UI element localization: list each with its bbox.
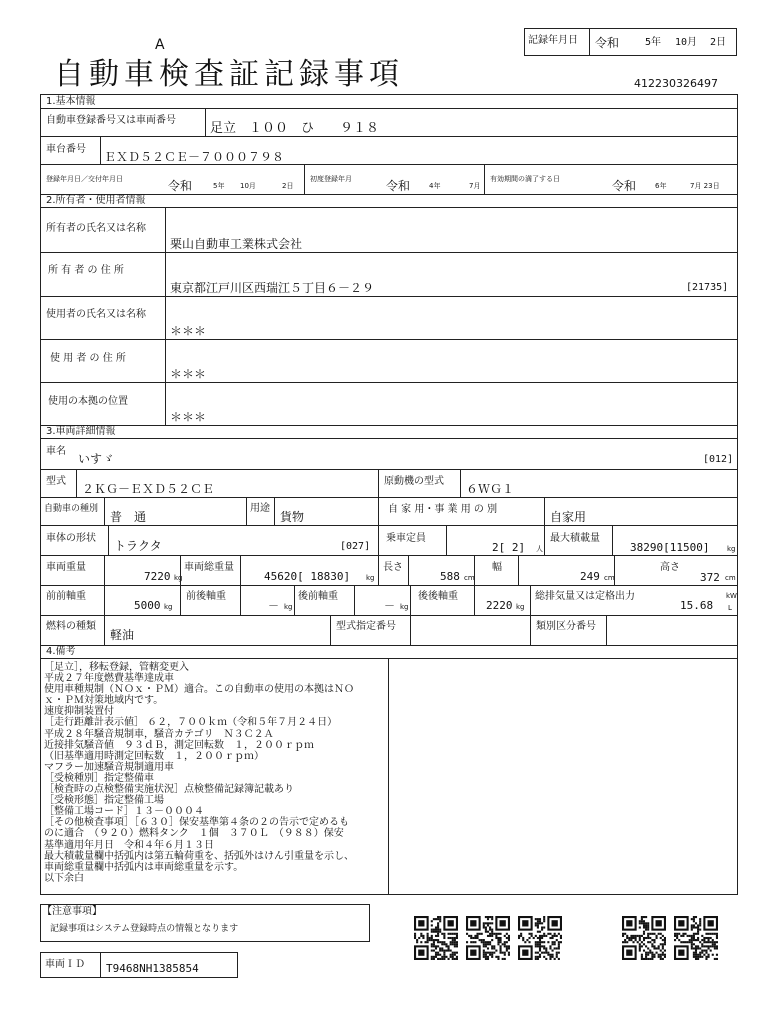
section-3-title: 3.車両詳細情報 <box>46 426 116 437</box>
qr-code-1 <box>414 916 458 960</box>
shape-code: [027] <box>340 541 371 552</box>
category-label: 類別区分番号 <box>536 621 596 632</box>
regdate-year: 5年 <box>213 182 225 190</box>
car-name-label: 車名 <box>46 446 66 457</box>
capacity-label: 乗車定員 <box>386 533 426 544</box>
regdate-day: 2日 <box>282 182 294 190</box>
user-name-label: 使用者の氏名又は名称 <box>46 309 146 320</box>
section-4-title: 4.備考 <box>46 646 76 657</box>
type-designation-label: 型式指定番号 <box>336 621 396 632</box>
biz-label: 自 家 用・事 業 用 の 別 <box>388 504 498 515</box>
expiry-era: 令和 <box>612 179 637 193</box>
regdate-month: 10月 <box>240 182 256 190</box>
expiry-label: 有効期間の満了する日 <box>490 175 560 183</box>
section-2-title: 2.所有者・使用者情報 <box>46 195 146 206</box>
reg-number-value: 足立 １００ ひ ９１８ <box>210 121 380 136</box>
record-date-year: 5年 <box>645 37 662 48</box>
weight-value: 7220 <box>144 570 171 583</box>
model-value: ２ＫＧ－ＥＸＤ５２ＣＥ <box>82 482 215 496</box>
engine-value: ６ＷＧ１ <box>466 482 515 496</box>
base-value: ＊＊＊ <box>170 410 207 424</box>
vehicle-id-value: T9468NH1385854 <box>106 962 199 975</box>
chassis-value: ＥＸＤ５２ＣＥ－７０００７９８ <box>104 150 285 164</box>
rr-axle-value: 2220 <box>486 599 513 612</box>
chassis-label: 車台番号 <box>46 144 86 155</box>
ff-axle-value: 5000 <box>134 599 161 612</box>
displacement-unit-top: kW <box>726 592 737 600</box>
maxload-value: 38290[11500] <box>630 541 710 554</box>
length-unit: cm <box>464 574 475 582</box>
engine-label: 原動機の型式 <box>384 476 444 487</box>
gross-label: 車両総重量 <box>184 562 234 573</box>
expiry-monthday: 7月 23日 <box>690 182 720 190</box>
qr-code-5 <box>674 916 718 960</box>
length-value: 588 <box>440 570 460 583</box>
owner-address-value: 東京都江戸川区西瑞江５丁目６－２９ <box>170 281 375 295</box>
width-label: 幅 <box>492 562 502 573</box>
record-date-label: 記録年月日 <box>528 35 578 46</box>
maxload-unit: kg <box>727 545 736 553</box>
capacity-value: 2[ 2] <box>492 541 526 554</box>
qr-code-4 <box>622 916 666 960</box>
regdate-era: 令和 <box>168 179 193 193</box>
vehicle-id-label: 車両ＩＤ <box>45 959 85 970</box>
record-date-day: 2日 <box>710 37 727 48</box>
reg-number-label: 自動車登録番号又は車両番号 <box>46 115 176 126</box>
weight-label: 車両重量 <box>46 562 86 573</box>
width-value: 249 <box>580 570 600 583</box>
fuel-label: 燃料の種類 <box>46 621 96 632</box>
shape-value: トラクタ <box>114 539 162 553</box>
firstreg-year: 4年 <box>429 182 441 190</box>
owner-address-label: 所 有 者 の 住 所 <box>48 265 124 276</box>
fuel-value: 軽油 <box>110 628 135 642</box>
firstreg-label: 初度登録年月 <box>310 175 352 183</box>
displacement-value: 15.68 <box>680 599 714 612</box>
car-name-value: いすゞ <box>78 452 115 466</box>
rf-axle-label: 後前軸重 <box>298 591 338 602</box>
fr-axle-label: 前後軸重 <box>186 591 226 602</box>
biz-value: 自家用 <box>550 510 587 524</box>
owner-address-code: [21735] <box>686 282 729 293</box>
kind-label: 自動車の種別 <box>44 504 99 514</box>
use-value: 貨物 <box>280 510 305 524</box>
expiry-year: 6年 <box>655 182 667 190</box>
gross-unit: kg <box>366 574 375 582</box>
notes-title: 【注意事項】 <box>42 906 102 917</box>
model-label: 型式 <box>46 476 66 487</box>
weight-unit: kg <box>174 574 183 582</box>
ff-axle-unit: kg <box>164 603 173 611</box>
displacement-unit-bottom: L <box>728 604 732 612</box>
user-address-label: 使 用 者 の 住 所 <box>50 353 126 364</box>
notes-text: 記録事項はシステム登録時点の情報となります <box>50 924 239 934</box>
firstreg-month: 7月 <box>469 182 481 190</box>
regdate-label: 登録年月日／交付年月日 <box>46 175 123 183</box>
user-address-value: ＊＊＊ <box>170 367 207 381</box>
fr-axle-unit: kg <box>284 603 293 611</box>
ff-axle-label: 前前軸重 <box>46 591 86 602</box>
qr-code-3 <box>518 916 562 960</box>
remarks-text: ［足立］，移転登録，管轄変更入 平成２７年度燃費基準達成車 使用車種規制（ＮＯｘ・ＰＭ）適合。この自動車の使用の本拠はＮＯ ｘ・ＰＭ対策地域内です。 速度抑制装置付 ［走行距離計表示値］ ６２，７００ｋｍ（令和５年７月２４日） 平成２８年騒音規制車，騒音カテゴリ Ｎ３Ｃ２Ａ 近接排気騒音値 ９３ｄＢ，測定回転数 １，２００ｒｐｍ （旧基準適用時測定回転数 １，２００ｒｐｍ） マフラー加速騒音規制適用車 ［受検種別］指定整備車 ［検査時の点検整備実施状況］点検整備記録簿記載あり ［受検形態］指定整備工場 ［整備工場コード］１３－０００４ ［その他検査事項］［６３０］保安基準第４条の２の告示で定めるも のに適合 （９２０）燃料タンク １個 ３７０Ｌ （９８８）保安 基準適用年月日 令和４年６月１３日 最大積載量欄中括弧内は第五輪荷重を、括弧外はけん引重量を示し、 車両総重量欄中括弧内は車両総重量を示す。 以下余白 <box>44 662 354 884</box>
width-unit: cm <box>604 574 615 582</box>
corner-mark: A <box>155 37 165 53</box>
document-number: 412230326497 <box>634 77 718 90</box>
gross-value: 45620[ 18830] <box>264 570 351 583</box>
qr-code-2 <box>466 916 510 960</box>
height-label: 高さ <box>660 562 680 573</box>
section-1-title: 1.基本情報 <box>46 96 96 107</box>
firstreg-era: 令和 <box>386 179 411 193</box>
length-label: 長さ <box>383 562 403 573</box>
rf-axle-unit: kg <box>400 603 409 611</box>
owner-name-value: 栗山自動車工業株式会社 <box>170 237 303 251</box>
use-label: 用途 <box>250 503 270 514</box>
height-value: 372 <box>700 571 720 584</box>
fr-axle-value: － <box>268 599 279 612</box>
base-label: 使用の本拠の位置 <box>48 396 128 407</box>
owner-name-label: 所有者の氏名又は名称 <box>46 223 146 234</box>
height-unit: cm <box>725 574 736 582</box>
kind-value: 普 通 <box>110 510 147 524</box>
user-name-value: ＊＊＊ <box>170 324 207 338</box>
rr-axle-unit: kg <box>516 603 525 611</box>
record-date-era: 令和 <box>595 36 620 50</box>
shape-label: 車体の形状 <box>46 533 96 544</box>
document-title: 自動車検査証記録事項 <box>54 57 404 92</box>
record-date-month: 10月 <box>675 37 698 48</box>
car-name-code: [012] <box>703 454 734 465</box>
rr-axle-label: 後後軸重 <box>418 591 458 602</box>
displacement-label: 総排気量又は定格出力 <box>535 591 635 602</box>
maxload-label: 最大積載量 <box>550 533 600 544</box>
capacity-unit: 人 <box>536 545 543 553</box>
rf-axle-value: － <box>384 599 395 612</box>
